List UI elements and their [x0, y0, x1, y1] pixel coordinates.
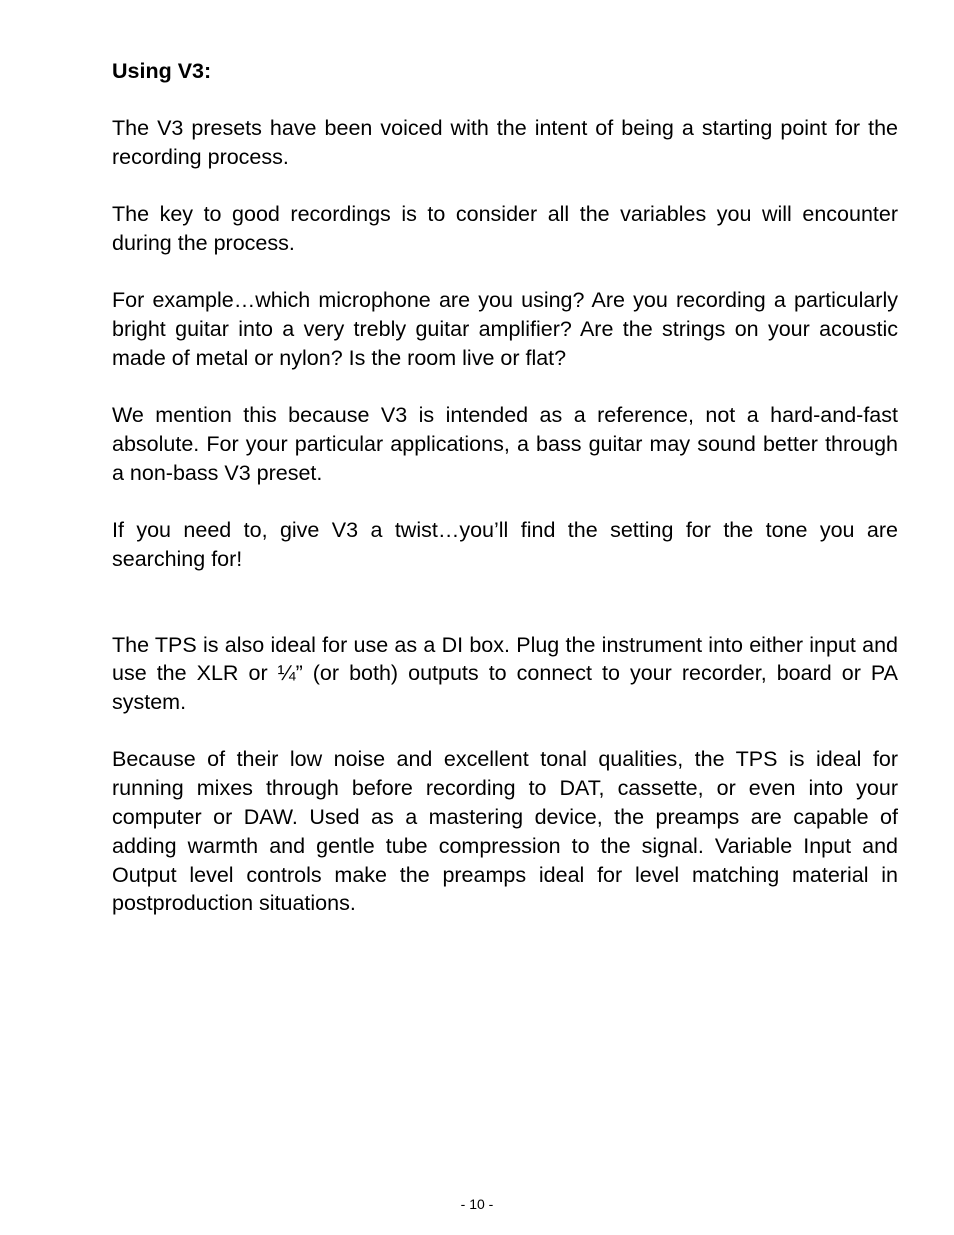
paragraph-reference: We mention this because V3 is intended as a reference, not a hard-and-fast absolute. For your particular applications, a bass guitar may sound better through a non-bass V3 preset. [112, 403, 898, 485]
page-number: - 10 - [460, 1196, 494, 1212]
paragraph-mastering: Because of their low noise and excellent tonal qualities, the TPS is ideal for running mixes through before recording to DAT, cassette, or even into your computer or DAW. Used as a mastering device, the preamps are capable of adding warmth and gentle tube compression to the signal. Variable Input and Output level controls make the preamps ideal for level matching material in postproduction situations. [112, 747, 898, 916]
paragraph-key-to-recordings: The key to good recordings is to consider all the variables you will encounter during the process. [112, 202, 898, 255]
section-heading: Using V3: [112, 59, 212, 83]
paragraph-examples: For example…which microphone are you using? Are you recording a particularly bright guitar into a very trebly guitar amplifier? Are the strings on your acoustic made of metal or nylon? Is the room live or flat? [112, 288, 898, 370]
paragraph-twist: If you need to, give V3 a twist…you’ll find the setting for the tone you are searching for! [112, 517, 898, 571]
paragraph-di-box: The TPS is also ideal for use as a DI box. Plug the instrument into either input and use the XLR or ¼” (or both) outputs to connect to your recorder, board or PA system. [112, 632, 898, 715]
paragraph-presets-intent: The V3 presets have been voiced with the intent of being a starting point for the recording process. [112, 116, 898, 169]
document-body [112, 57, 898, 947]
